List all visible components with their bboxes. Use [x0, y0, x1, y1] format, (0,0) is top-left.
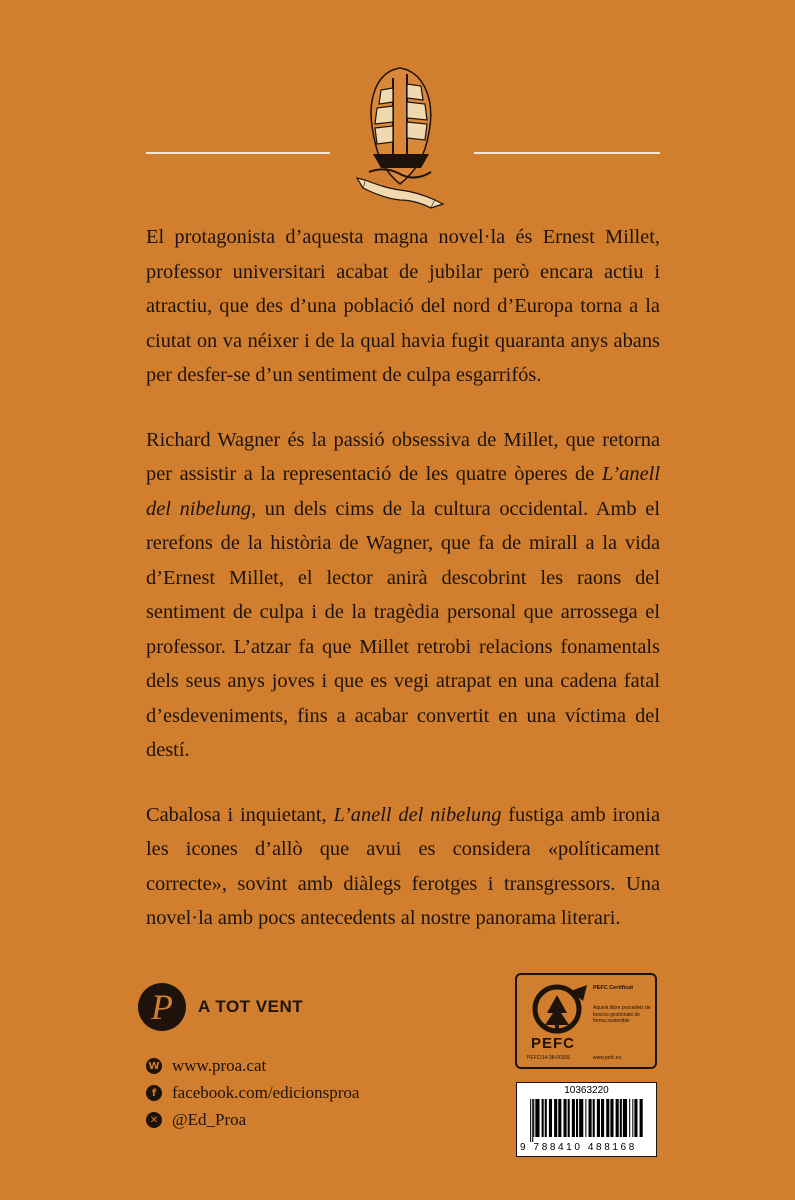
- barcode-bar: [579, 1099, 583, 1137]
- contact-facebook-text: facebook.com/edicionsproa: [172, 1083, 360, 1102]
- pefc-title: PEFC Certificat: [593, 985, 634, 991]
- contact-x-text: @Ed_Proa: [172, 1110, 247, 1129]
- barcode-bar: [606, 1099, 609, 1137]
- pefc-description: Aquest llibre procedeix de boscos gestionats de forma sostenible: [593, 1005, 651, 1024]
- proa-logo-icon: P: [138, 983, 186, 1031]
- barcode-bar: [535, 1099, 539, 1137]
- book-title-italic: L’anell del nibelung: [146, 463, 660, 520]
- barcode-bar: [589, 1099, 592, 1137]
- barcode-bar: [629, 1099, 630, 1137]
- barcode-bar: [549, 1099, 552, 1137]
- pefc-wordmark: PEFC: [531, 1035, 576, 1052]
- blurb-paragraph-1: El protagonista d’aquesta magna novel·la és Ernest Millet, professor universitari acabat de jubilar però encara actiu i atractiu, que des d’una població del nord d’Europa torna a la ciutat on va néixer i de la qual havia fugit quaranta anys abans per desfer-se d’un sentiment de culpa esgarrifós.: [146, 226, 660, 386]
- decorative-rule-left: [146, 152, 330, 154]
- blurb-paragraph-2: Richard Wagner és la passió obsessiva de Millet, que retorna per assistir a la representació de les quatre òperes de L’anell del nibelung, un dels cims de la cultura occidental. Amb el rerefons de la història de Wagner, que fa de mirall a la vida d’Ernest Millet, el lector anirà descobrint les raons del sentiment de culpa i de la tragèdia personal que arrossega el professor. L’atzar fa que Millet retrobi relacions fonamentals dels seus anys joves i que es vegi atrapat en una cadena fatal d’esdeveniments, fins a acabar convertit en una víctima del destí.: [146, 428, 660, 761]
- book-title-italic: L’anell del nibelung: [333, 803, 502, 826]
- barcode-bar: [610, 1099, 613, 1137]
- barcode-bar: [585, 1099, 586, 1137]
- barcode-bar: [620, 1099, 622, 1137]
- barcode-internal-code: 10363220: [564, 1085, 609, 1096]
- barcode-bar: [563, 1099, 566, 1137]
- barcode-bar: [554, 1099, 557, 1137]
- barcode-isbn: 9 788410 488168: [520, 1142, 637, 1153]
- pefc-tree-icon: [527, 983, 591, 1043]
- back-cover-blurb: [146, 220, 660, 966]
- pefc-url: www.pefc.es: [593, 1055, 622, 1061]
- barcode-bar: [616, 1099, 619, 1137]
- decorative-rule-right: [474, 152, 660, 154]
- contact-facebook[interactable]: [146, 1080, 359, 1106]
- barcode-bar: [533, 1099, 534, 1137]
- x-icon: ✕: [146, 1112, 162, 1128]
- barcode-bar: [545, 1099, 547, 1137]
- facebook-icon: f: [146, 1085, 162, 1101]
- barcode-bar: [576, 1099, 578, 1137]
- barcode-bars: [527, 1099, 650, 1142]
- barcode-bar: [601, 1099, 604, 1137]
- barcode-bar: [572, 1099, 575, 1137]
- barcode-bar: [632, 1099, 633, 1137]
- collection-name: A TOT VENT: [198, 997, 304, 1016]
- barcode-bar: [593, 1099, 595, 1137]
- ship-emblem-icon: [355, 62, 445, 212]
- contact-x[interactable]: [146, 1107, 359, 1133]
- barcode-bar: [558, 1099, 561, 1137]
- pefc-code: PEFC/14-38-00305: [527, 1055, 571, 1061]
- barcode-bar: [542, 1099, 544, 1137]
- web-icon: W: [146, 1058, 162, 1074]
- contact-web-text: www.proa.cat: [172, 1056, 267, 1075]
- contact-web[interactable]: [146, 1053, 359, 1079]
- publisher-logo: [138, 983, 303, 1031]
- barcode-bar: [634, 1099, 637, 1137]
- isbn-barcode: [516, 1082, 657, 1157]
- pefc-certification-badge: [515, 973, 657, 1069]
- barcode-bar: [597, 1099, 600, 1137]
- barcode-bar: [640, 1099, 643, 1137]
- barcode-bar: [623, 1099, 627, 1137]
- barcode-bar: [568, 1099, 570, 1137]
- contact-list: [146, 1053, 359, 1134]
- blurb-paragraph-3: Cabalosa i inquietant, L’anell del nibelung fustiga amb ironia les icones d’allò que avui es considera «políticament correcte», sovint amb diàlegs ferotges i transgressors. Una novel·la amb pocs antecedents al nostre panorama literari.: [146, 803, 661, 929]
